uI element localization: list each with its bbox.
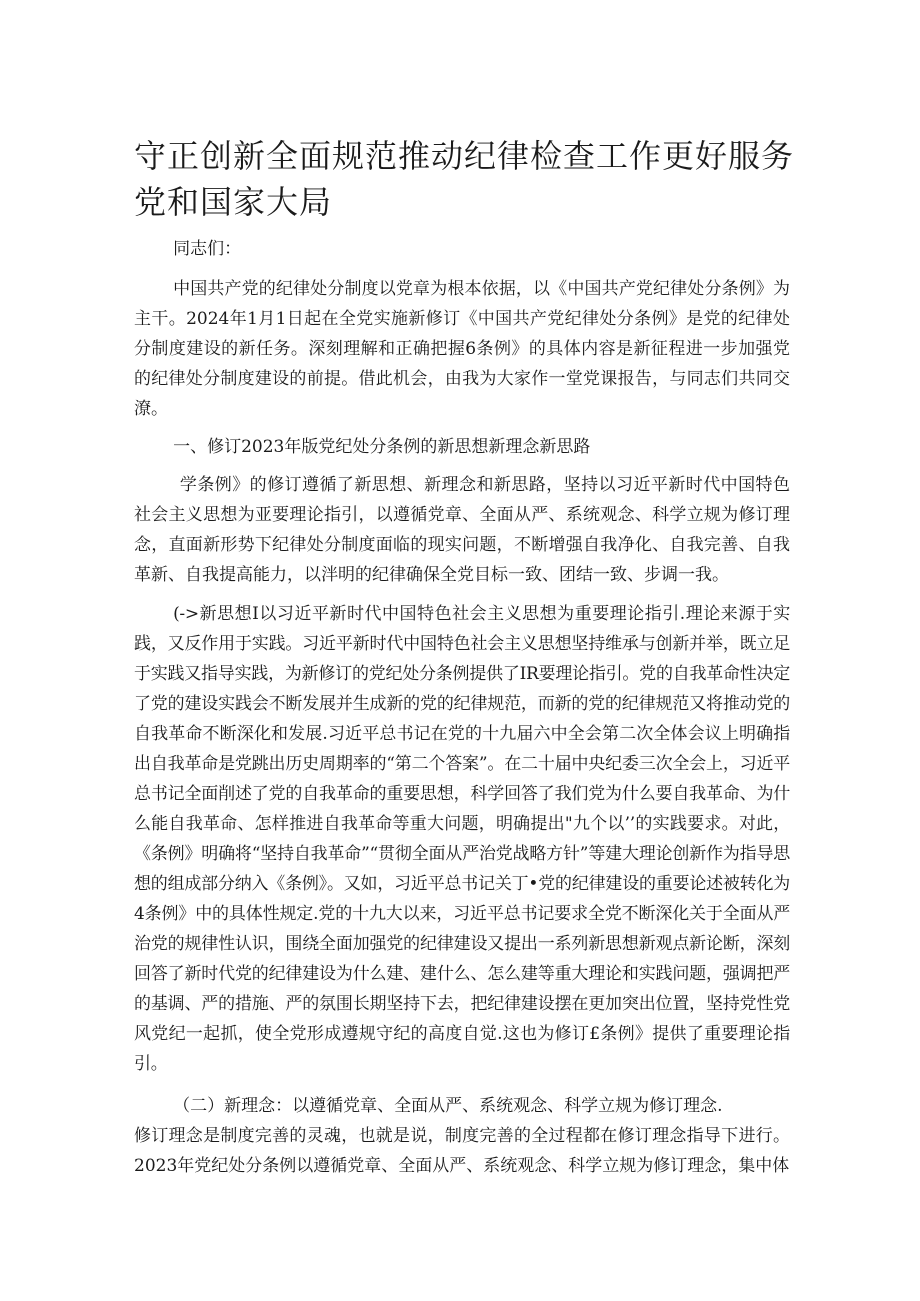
paragraph-new-concept: 修订理念是制度完善的灵魂，也就是说，制度完善的全过程都在修订理念指导下进行。2023年党纪处分条例以遵循党章、全面从严、系统观念、科学立规为修订理念，集中体 [134,1126,790,1176]
document-title: 守正创新全面规范推动纪律检查工作更好服务党和国家大局 [134,137,795,221]
section-heading-1: 一、修订2023年版党纪处分条例的新思想新理念新思路 [173,437,591,457]
document-body [134,234,790,1181]
salutation: 同志们： [173,239,242,259]
paragraph-new-thought: (->新思想I以习近平新时代中国特色社会主义思想为重要理论指引.理论来源于实践，又反作用于实践。习近平新时代中国特色社会主义思想坚持维承与创新并举，既立足于实践又指导实践，为新修订的党纪处分条例提供了IR要理论指引。党的自我革命性决定了党的建设实践会不断发展并生成新的党的纪律规范，而新的党的纪律规范又将推动党的自我革命不断深化和发展.习近平总书记在党的十九届六中全会第二次全体会议上明确指出自我革命是党跳出历史周期率的“第二个答案”。在二十届中央纪委三次全会上，习近平总书记全面削述了党的自我革命的重要思想，科学回答了我们党为什么要自我革命、为什么能自我革命、怎样推进自我革命等重大问题，明确提出"九个以’’的实践要求。对此，《条例》明确将“坚持自我革命”“贯彻全面从严治党战略方针”等建大理论创新作为指导思想的组成部分纳入《条例》。又如，习近平总书记关丁•党的纪律建设的重要论述被转化为4条例》中的具体性规定.党的十九大以来，习近平总书记要求全党不断深化关于全面从严治党的规律性认识，围绕全面加强党的纪律建设又提出一系列新思想新观点新论断，深刻回答了新时代党的纪律建设为什么建、建什么、怎么建等重大理论和实践问题，强调把严的基调、严的措施、严的氛围长期坚持下去，把纪律建设摆在更加突出位置，坚持党性党风党纪一起抓，使全党形成遵规守纪的高度自觉.这也为修订£条例》提供了重要理论指引。 [134,604,790,1074]
paragraph-overview: 学条例》的修订遵循了新思想、新理念和新思路，坚持以习近平新时代中国特色社会主义思想为亚要理论指引，以遵循党章、全面从严、系统观念、科学立规为修订理念，直面新形势下纪律处分制度面临的现实问题，不断增强自我净化、自我完善、自我革新、自我提高能力，以泮明的纪律确保全党目标一致、团结一致、步调一我。 [134,475,790,585]
paragraph-intro: 中国共产党的纪律处分制度以党章为根本依据，以《中国共产党纪律处分条例》为主干。2024年1月1日起在全党实施新修订《中国共产党纪律处分条例》是党的纪律处分制度建设的新任务。深刻理解和正确把握6条例》的具体内容是新征程进一步加强党的纪律处分制度建设的前提。借此机会，由我为大家作一堂党课报告，与同志们共同交潦。 [134,279,790,419]
subsection-heading-2: （二）新理念：以遵循党章、全面从严、系统观念、科学立规为修订理念. [173,1096,723,1116]
